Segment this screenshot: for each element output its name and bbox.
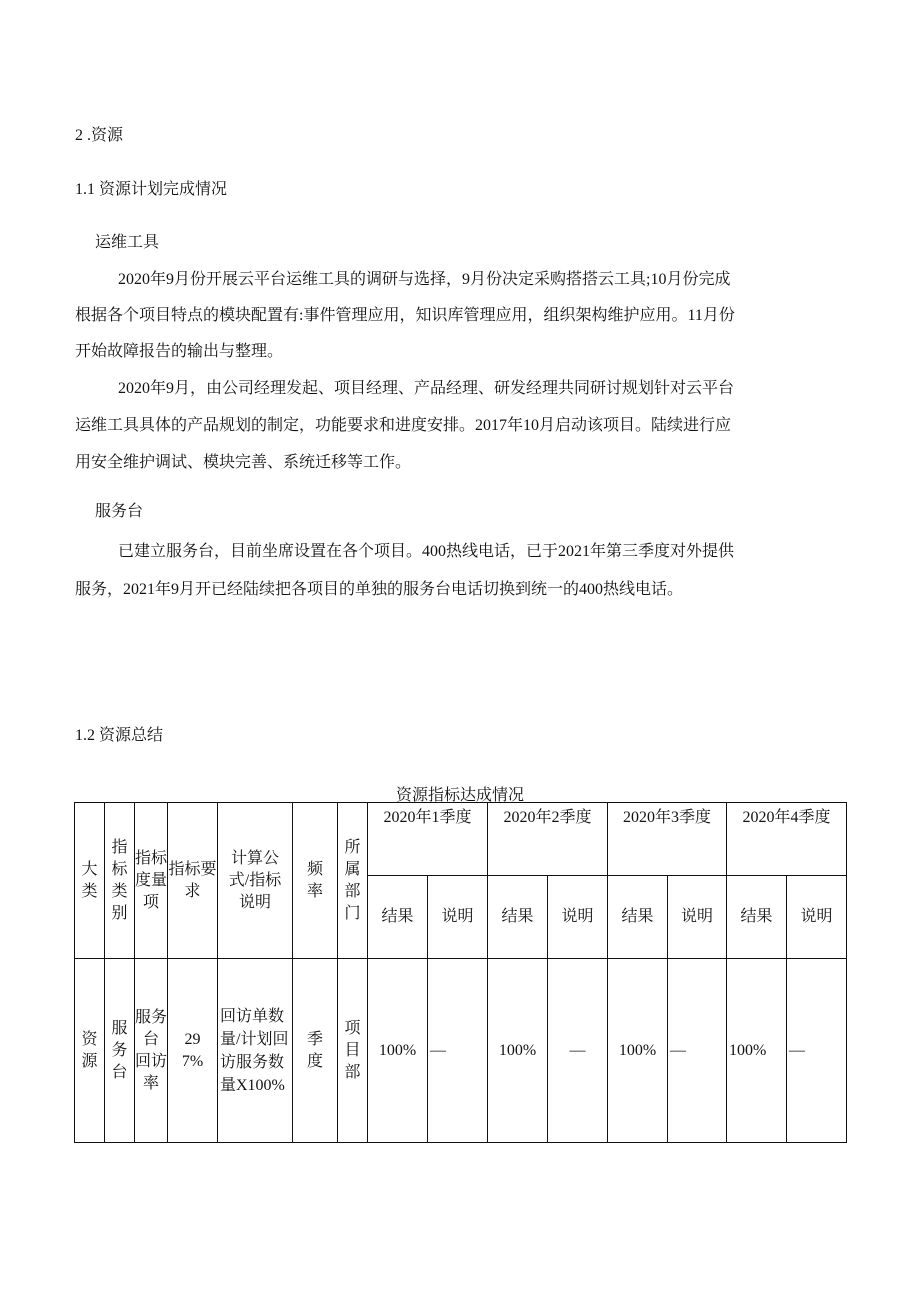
header-department: 所属部门: [338, 803, 368, 959]
cell-measure-item-part2: 回访率: [135, 1052, 168, 1092]
cell-measure-item-part1: 服务台: [135, 1008, 168, 1048]
tools-para1-line3: 开始故障报告的输出与整理。: [75, 343, 284, 360]
tools-title: 运维工具: [95, 234, 160, 251]
header-q4: 2020年4季度: [727, 803, 847, 876]
cell-q1-result: 100%: [368, 959, 428, 1143]
tools-para2-line3: 用安全维护调试、模块完善、系统迁移等工作。: [75, 454, 412, 471]
cell-indicator-type: 服务台: [105, 959, 135, 1143]
cell-q2-note: —: [548, 959, 608, 1143]
subsection-heading-summary: 1.2 资源总结: [75, 727, 164, 744]
header-q2-note: 说明: [548, 876, 608, 959]
cell-q4-note: —: [787, 959, 847, 1143]
cell-measure-item: [135, 959, 168, 1143]
cell-requirement: 297%: [168, 959, 218, 1143]
header-q3-note: 说明: [668, 876, 727, 959]
service-desk-title: 服务台: [95, 503, 144, 520]
cell-department: 项目部: [338, 959, 368, 1143]
cell-formula: 回访单数量/计划回访服务数量X100%: [218, 959, 293, 1143]
cell-q3-note: —: [668, 959, 727, 1143]
table-row: [75, 959, 847, 1143]
cell-category: 资源: [75, 959, 105, 1143]
header-frequency: 频率: [293, 803, 338, 959]
cell-frequency: 季度: [293, 959, 338, 1143]
header-q1-result: 结果: [368, 876, 428, 959]
tools-para2-line1: 2020年9月，由公司经理发起、项目经理、产品经理、研发经理共同研讨规划针对云平台: [118, 380, 735, 397]
service-desk-para-line1: 已建立服务台，目前坐席设置在各个项目。400热线电话，已于2021年第三季度对外提供: [118, 543, 735, 560]
cell-q2-result: 100%: [488, 959, 548, 1143]
header-q1: 2020年1季度: [368, 803, 488, 876]
tools-para1-line2: 根据各个项目特点的模块配置有:事件管理应用，知识库管理应用，组织架构维护应用。11月份: [75, 307, 735, 324]
header-q2: 2020年2季度: [488, 803, 608, 876]
section-heading: 2 .资源: [75, 127, 124, 144]
header-formula: 计算公式/指标说明: [218, 803, 293, 959]
cell-q1-note: —: [428, 959, 488, 1143]
header-indicator-type: 指标类别: [105, 803, 135, 959]
subsection-heading-plan: 1.1 资源计划完成情况: [75, 181, 228, 198]
cell-q3-result: 100%: [608, 959, 668, 1143]
header-measure-item: 指标度量项: [135, 803, 168, 959]
header-q3-result: 结果: [608, 876, 668, 959]
header-requirement: 指标要求: [168, 803, 218, 959]
header-q4-note: 说明: [787, 876, 847, 959]
header-q2-result: 结果: [488, 876, 548, 959]
tools-para2-line2: 运维工具具体的产品规划的制定，功能要求和进度安排。2017年10月启动该项目。陆续进行应: [75, 417, 732, 434]
resource-indicator-table: [74, 802, 847, 1143]
header-category: 大类: [75, 803, 105, 959]
tools-para1-line1: 2020年9月份开展云平台运维工具的调研与选择，9月份决定采购搭搭云工具;10月份完成: [118, 271, 731, 288]
table-header-row-1: [75, 803, 847, 876]
header-q1-note: 说明: [428, 876, 488, 959]
service-desk-para-line2: 服务，2021年9月开已经陆续把各项目的单独的服务台电话切换到统一的400热线电话。: [75, 581, 684, 598]
cell-q4-result: 100%: [727, 959, 787, 1143]
header-q4-result: 结果: [727, 876, 787, 959]
table-title: 资源指标达成情况: [395, 787, 524, 804]
header-q3: 2020年3季度: [608, 803, 727, 876]
